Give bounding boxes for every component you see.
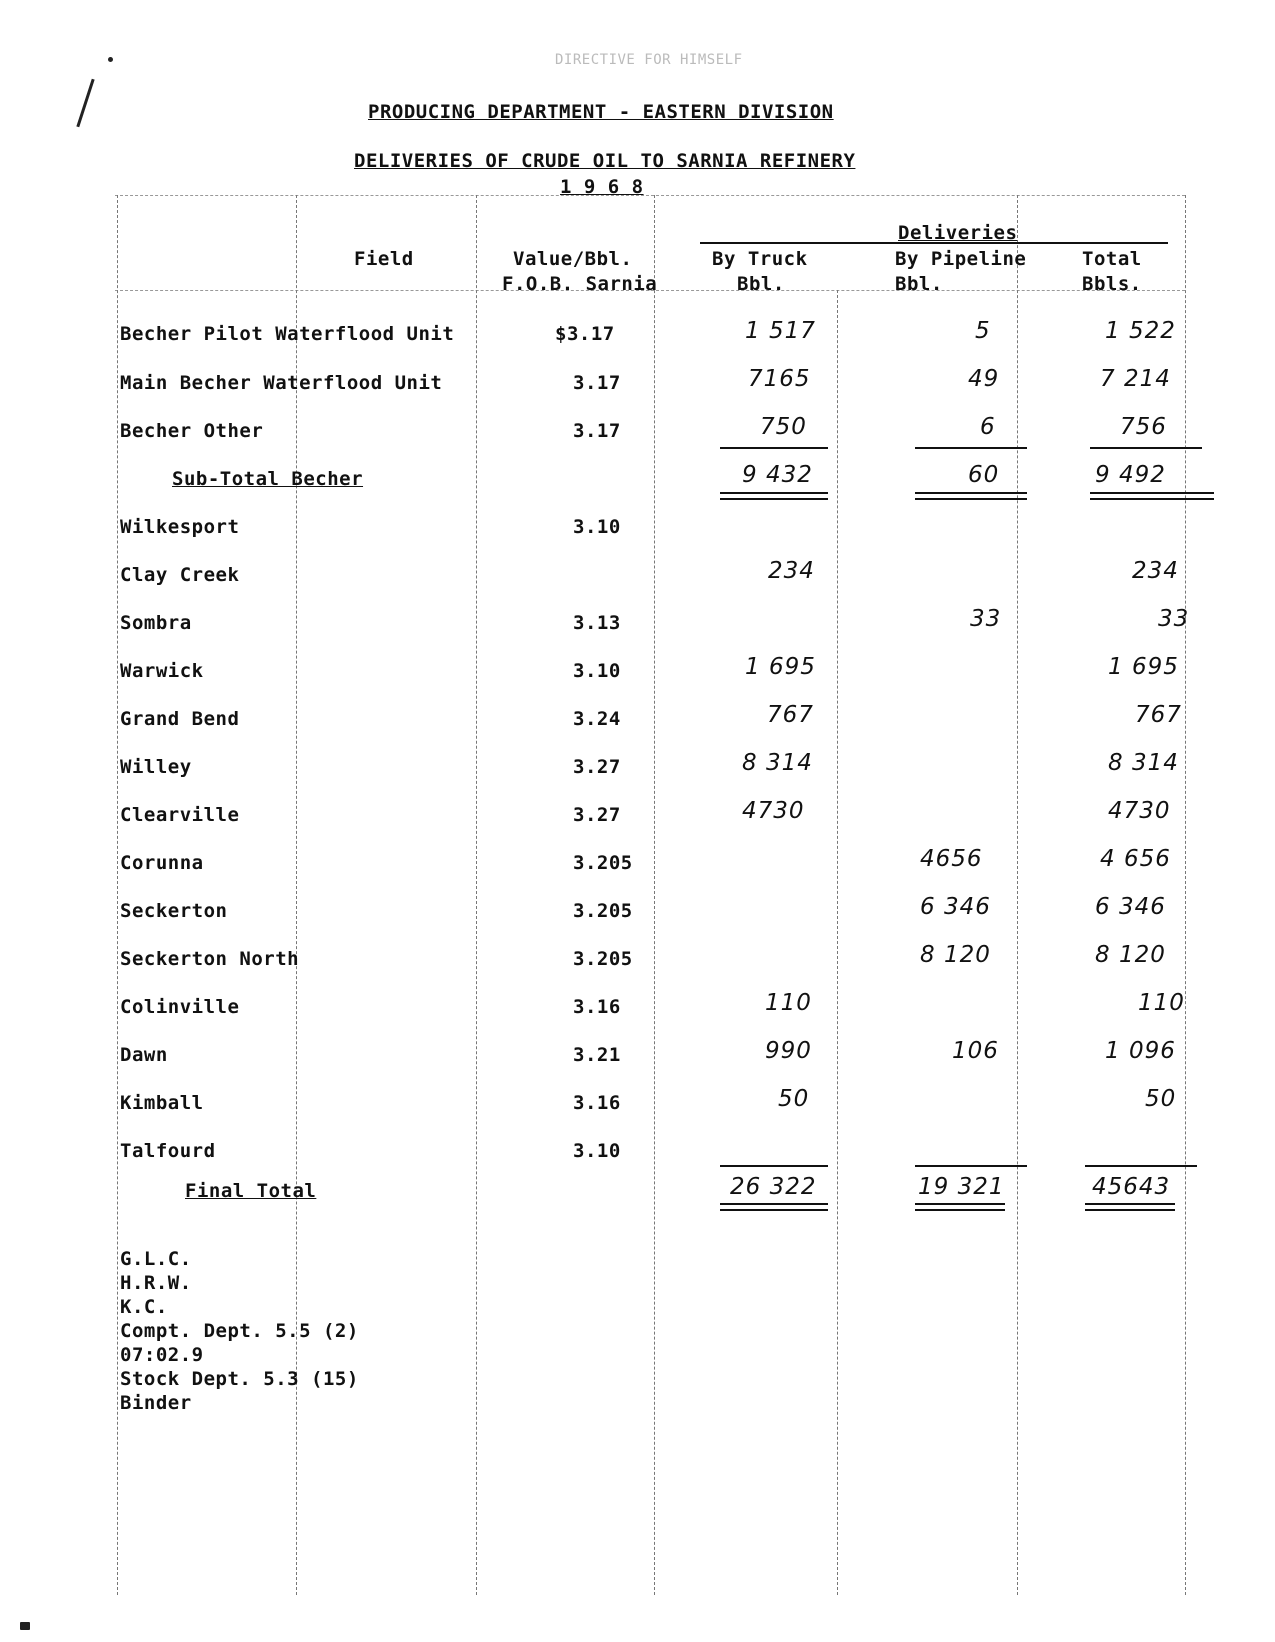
total-bbl: 9 492: [1095, 462, 1166, 488]
list-item: Binder: [120, 1392, 192, 1414]
value-per-bbl: 3.205: [573, 948, 633, 970]
column-header-pipeline: By Pipeline: [895, 248, 1027, 270]
truck-bbl: 8 314: [742, 750, 813, 776]
value-per-bbl: 3.16: [573, 1092, 621, 1114]
total-bbl: 767: [1135, 702, 1182, 728]
deliveries-rule: [700, 242, 1168, 244]
subtotal-label: Sub-Total Becher: [172, 468, 364, 490]
value-per-bbl: 3.17: [573, 420, 621, 442]
field-name: Corunna: [120, 852, 204, 874]
subtotal-rule: [1090, 447, 1202, 449]
column-header-total: Total: [1082, 248, 1142, 270]
column-header-deliveries: Deliveries: [898, 222, 1018, 244]
total-bbl: 1 522: [1105, 318, 1176, 344]
total-bbl: 1 695: [1108, 654, 1179, 680]
value-per-bbl: 3.13: [573, 612, 621, 634]
truck-bbl: 9 432: [742, 462, 813, 488]
scan-speck: [108, 57, 113, 62]
field-name: Talfourd: [120, 1140, 216, 1162]
column-header-field: Field: [354, 248, 414, 270]
total-rule: [720, 1165, 828, 1167]
list-item: G.L.C.: [120, 1248, 192, 1270]
field-name: Clearville: [120, 804, 240, 826]
field-name: Grand Bend: [120, 708, 240, 730]
column-divider: [476, 195, 477, 1595]
value-per-bbl: 3.10: [573, 516, 621, 538]
scan-speck: [20, 1622, 30, 1630]
pipeline-bbl: 6: [980, 414, 996, 440]
field-name: Becher Other: [120, 420, 264, 442]
list-item: Stock Dept. 5.3 (15): [120, 1368, 359, 1390]
total-rule: [1085, 1165, 1197, 1167]
field-name: Warwick: [120, 660, 204, 682]
value-per-bbl: 3.27: [573, 756, 621, 778]
final-total-label: Final Total: [185, 1180, 317, 1202]
column-divider: [117, 195, 118, 1595]
pipeline-bbl: 49: [968, 366, 1000, 392]
field-name: Wilkesport: [120, 516, 240, 538]
truck-bbl: 1 517: [745, 318, 816, 344]
value-per-bbl: 3.10: [573, 1140, 621, 1162]
truck-bbl: 234: [768, 558, 815, 584]
final-double-rule: [1085, 1203, 1175, 1211]
field-name: Seckerton: [120, 900, 228, 922]
total-bbl: 756: [1120, 414, 1167, 440]
field-name: Clay Creek: [120, 564, 240, 586]
total-bbl: 1 096: [1105, 1038, 1176, 1064]
total-bbl: 4730: [1108, 798, 1171, 824]
total-bbl: 6 346: [1095, 894, 1166, 920]
subtotal-rule: [720, 447, 828, 449]
pipeline-bbl: 4656: [920, 846, 983, 872]
list-item: Compt. Dept. 5.5 (2): [120, 1320, 359, 1342]
total-bbl: 33: [1158, 606, 1190, 632]
column-divider: [654, 195, 655, 1595]
pipeline-bbl: 106: [952, 1038, 999, 1064]
value-per-bbl: 3.27: [573, 804, 621, 826]
truck-bbl: 4730: [742, 798, 805, 824]
value-per-bbl: 3.205: [573, 852, 633, 874]
truck-bbl: 990: [765, 1038, 812, 1064]
value-per-bbl: $3.17: [555, 323, 615, 345]
year-heading: 1 9 6 8: [560, 176, 644, 198]
faint-stamp: DIRECTIVE FOR HIMSELF: [555, 52, 743, 68]
value-per-bbl: 3.21: [573, 1044, 621, 1066]
pen-stroke: [76, 79, 94, 127]
subtotal-double-rule: [1090, 492, 1214, 500]
value-per-bbl: 3.16: [573, 996, 621, 1018]
column-header-total-unit: Bbls.: [1082, 273, 1142, 295]
column-header-truck-unit: Bbl.: [737, 273, 785, 295]
field-name: Kimball: [120, 1092, 204, 1114]
truck-bbl: 110: [765, 990, 812, 1016]
column-header-truck: By Truck: [712, 248, 808, 270]
truck-bbl: 7165: [748, 366, 811, 392]
column-header-value: Value/Bbl.: [513, 248, 633, 270]
column-divider: [1017, 195, 1018, 1595]
field-name: Colinville: [120, 996, 240, 1018]
field-name: Sombra: [120, 612, 192, 634]
column-divider: [837, 290, 838, 1595]
value-per-bbl: 3.17: [573, 372, 621, 394]
pipeline-bbl: 33: [970, 606, 1002, 632]
total-rule: [915, 1165, 1027, 1167]
total-bbl: 45643: [1092, 1174, 1171, 1200]
value-per-bbl: 3.10: [573, 660, 621, 682]
truck-bbl: 750: [760, 414, 807, 440]
list-item: K.C.: [120, 1296, 168, 1318]
value-per-bbl: 3.205: [573, 900, 633, 922]
pipeline-bbl: 5: [975, 318, 991, 344]
total-bbl: 50: [1145, 1086, 1177, 1112]
truck-bbl: 26 322: [730, 1174, 817, 1200]
subtotal-rule: [915, 447, 1027, 449]
total-bbl: 234: [1132, 558, 1179, 584]
form-top-rule: [115, 195, 1185, 196]
list-item: 07:02.9: [120, 1344, 204, 1366]
truck-bbl: 767: [767, 702, 814, 728]
field-name: Dawn: [120, 1044, 168, 1066]
pipeline-bbl: 19 321: [918, 1174, 1005, 1200]
subtotal-double-rule: [720, 492, 828, 500]
column-header-pipeline-unit: Bbl.: [895, 273, 943, 295]
subtotal-double-rule: [915, 492, 1027, 500]
field-name: Main Becher Waterflood Unit: [120, 372, 443, 394]
column-divider: [1185, 195, 1186, 1595]
field-name: Willey: [120, 756, 192, 778]
value-per-bbl: 3.24: [573, 708, 621, 730]
pipeline-bbl: 8 120: [920, 942, 991, 968]
field-name: Seckerton North: [120, 948, 300, 970]
page-title: DELIVERIES OF CRUDE OIL TO SARNIA REFINERY: [354, 150, 856, 172]
total-bbl: 110: [1138, 990, 1185, 1016]
truck-bbl: 50: [778, 1086, 810, 1112]
department-heading: PRODUCING DEPARTMENT - EASTERN DIVISION: [368, 101, 834, 123]
field-name: Becher Pilot Waterflood Unit: [120, 323, 455, 345]
final-double-rule: [720, 1203, 828, 1211]
pipeline-bbl: 6 346: [920, 894, 991, 920]
total-bbl: 7 214: [1100, 366, 1171, 392]
total-bbl: 4 656: [1100, 846, 1171, 872]
total-bbl: 8 314: [1108, 750, 1179, 776]
truck-bbl: 1 695: [745, 654, 816, 680]
column-header-value-sub: F.O.B. Sarnia: [502, 273, 658, 295]
total-bbl: 8 120: [1095, 942, 1166, 968]
final-double-rule: [915, 1203, 1005, 1211]
list-item: H.R.W.: [120, 1272, 192, 1294]
pipeline-bbl: 60: [968, 462, 1000, 488]
